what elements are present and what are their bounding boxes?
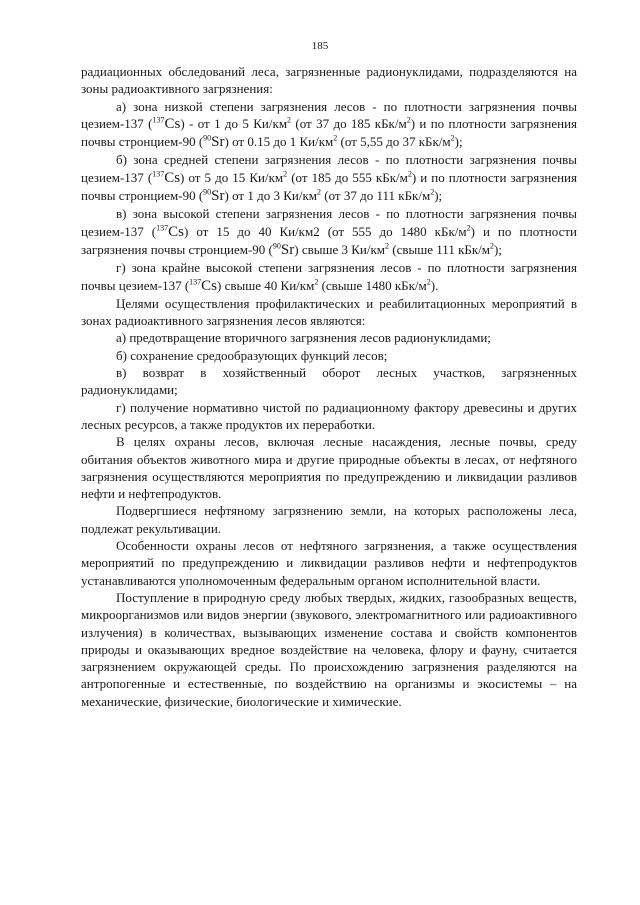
cs-mass-number: 137 <box>152 169 165 179</box>
recultivation-paragraph: Подвергшиеся нефтяному загрязнению земли, на которых расположены леса, подлежат рекультивации. <box>81 503 577 536</box>
goal-b-item: б) сохранение средообразующих функций лесов; <box>116 347 388 363</box>
zone-a-paragraph: а) зона низкой степени загрязнения лесов - по плотности загрязнения почвы цезием-137 ($^{137}$Cs) - от 1 до 5 $Ки/км^2$ (от 37 до 185 кБк/$м^2$) и по плотности загрязнения почвы стронцием-90 ($^{90}$Sr) от 0.15 до 1 $Ки/км^2$ (от 5,55 до 37 кБк/$м^2$); <box>81 98 577 151</box>
zone-v-paragraph: в) зона высокой степени загрязнения лесов - по плотности загрязнения почвы цезием-137 ($^{137}$Cs) от 15 до 40 Ки/км2 (от 555 до 1480 кБк/$м^2$) и по плотности загрязнения почвы стронцием-90 ($^{90}$Sr) свыше 3 $Ки/км^2$ (свыше 111 кБк/$м^2$); <box>81 206 577 258</box>
cs-mass-number: 137 <box>189 277 202 287</box>
oil-protection-paragraph: В целях охраны лесов, включая лесные насаждения, лесные почвы, среду обитания объектов животного мира и другие природные объекты в лесах, от нефтяного загрязнения осуществляются мероприятия по предупреждению и ликвидации разливов нефти и нефтепродуктов. <box>81 434 577 502</box>
sr-mass-number: 90 <box>203 187 212 197</box>
authority-paragraph: Особенности охраны лесов от нефтяного загрязнения, а также осуществления мероприятий по предупреждению и ликвидации разливов нефти и нефтепродуктов устанавливаются уполномоченным федеральным органом исполнительной власти. <box>81 538 577 588</box>
document-body <box>81 63 577 710</box>
sr-symbol: Sr <box>211 188 225 205</box>
sr-symbol: Sr <box>280 241 295 258</box>
cs-mass-number: 137 <box>152 115 165 125</box>
sr-mass-number: 90 <box>272 241 281 251</box>
zone-g-paragraph: г) зона крайне высокой степени загрязнения лесов - по плотности загрязнения почвы цезием-137 ($^{137}$Cs) свыше 40 $Ки/км^2$ (свыше 1480 кБк/$м^2$). <box>81 260 577 294</box>
cs-symbol: Cs <box>168 223 184 240</box>
goal-a-item: а) предотвращение вторичного загрязнения лесов радионуклидами; <box>116 330 491 346</box>
page-number: 185 <box>311 40 329 52</box>
cs-symbol: Cs <box>201 277 218 294</box>
sr-symbol: Sr <box>211 134 225 151</box>
pollution-definition-paragraph: Поступление в природную среду любых твердых, жидких, газообразных веществ, микроорганизмов или видов энергии (звукового, электромагнитного или радиоактивного излучения) в количествах, вызывающих изменение состава и свойств компонентов природы и оказывающих вредное воздействие на человека, флору и фауну, считается загрязнением окружающей среды. По происхождению загрязнения разделяются на антропогенные и естественные, по воздействию на организмы и экосистемы – на механические, физические, биологические и химические. <box>81 589 577 709</box>
cs-symbol: Cs <box>164 115 181 132</box>
cs-symbol: Cs <box>164 169 181 186</box>
goal-v-item: в) возврат в хозяйственный оборот лесных участков, загрязненных радионуклидами; <box>81 365 577 398</box>
intro-paragraph: радиационных обследований леса, загрязненные радионуклидами, подразделяются на зоны радиоактивного загрязнения: <box>81 64 577 97</box>
goals-paragraph: Целями осуществления профилактических и реабилитационных мероприятий в зонах радиоактивного загрязнения лесов являются: <box>81 295 577 329</box>
goal-g-item: г) получение нормативно чистой по радиационному фактору древесины и других лесных ресурсов, а также продуктов их переработки. <box>81 399 577 432</box>
cs-mass-number: 137 <box>156 223 169 233</box>
sr-mass-number: 90 <box>203 133 212 143</box>
zone-b-paragraph: б) зона средней степени загрязнения лесов - по плотности загрязнения почвы цезием-137 ($^{137}$Cs) от 5 до 15 $Ки/км^2$ (от 185 до 555 кБк/$м^2$) и по плотности загрязнения почвы стронцием-90 ($^{90}$Sr) от 1 до 3 $Ки/км^2$ (от 37 до 111 кБк/$м^2$); <box>81 152 577 205</box>
